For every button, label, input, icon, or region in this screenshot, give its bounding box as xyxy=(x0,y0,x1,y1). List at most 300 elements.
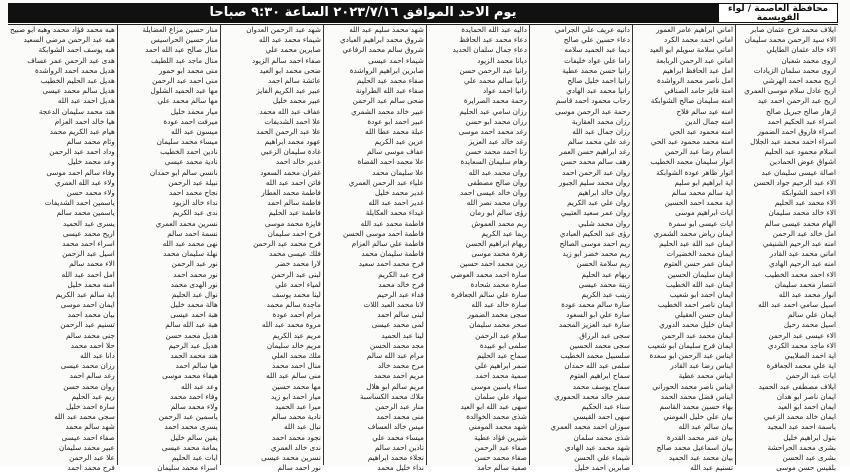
name-entry: شيماء محمد عبد الله xyxy=(259,35,321,45)
name-entry: صفاء محمد عبد الحليم xyxy=(356,75,424,85)
name-entry: سارة علي ابو السعود xyxy=(566,310,630,320)
name-entry: صابرين ابراهيم الرواشدة xyxy=(349,65,424,75)
name-entry: ضحى محمد ابو العيد xyxy=(259,65,321,75)
name-entry: اروى محمد سلمان الزيادات xyxy=(753,65,836,75)
name-entry: ايمان رياض محمد الشمري xyxy=(653,228,733,238)
name-entry: ايات ابراهيم موسى xyxy=(675,208,733,218)
name-entry: ايمان محمد الخضيرات xyxy=(666,249,733,259)
name-entry: ميسون عبد الله xyxy=(171,126,218,136)
name-entry: سهى احمد القيسي xyxy=(573,412,630,422)
name-entry: بتول ابراهيم خليل xyxy=(783,432,836,442)
name-entry: مريم عبد الكريم xyxy=(272,330,321,340)
name-entry: اية علي محمد الجعافرة xyxy=(766,361,836,371)
name-entry: نبيلة عبد الرحمن xyxy=(168,177,218,187)
name-entry: مرام احمد عودة xyxy=(272,310,321,320)
name-entry: لمى محمد عيسى xyxy=(371,320,424,330)
name-entry: اسراء احمد محمد xyxy=(62,238,115,248)
name-entry: اريح محمد عيسى xyxy=(62,228,115,238)
name-entry: مها سالم محمد علي xyxy=(157,96,218,106)
name-entry: ياسمين احمد الشديفات xyxy=(44,198,115,208)
name-entry: ملاك محمد الكساسبة xyxy=(360,391,424,401)
name-entry: فاطمة علي سالم العزام xyxy=(351,238,424,248)
name-entry: رزان محمد العقاربة xyxy=(571,116,630,126)
name-entry: ميس خالد العساف xyxy=(367,422,424,432)
name-entry: سماح يوسف محمد xyxy=(572,381,630,391)
name-entry: نداء خالد الزيود xyxy=(172,198,218,208)
name-entry: سارة علي سالم الجعافرة xyxy=(451,289,527,299)
name-entry: سارة محمد شحادة xyxy=(470,279,527,289)
name-entry: امنه جمال الدين xyxy=(685,116,733,126)
name-entry: سحر محمد سليمان xyxy=(469,320,527,330)
name-entry: ايناس عبد الرحمن ابو سعدة xyxy=(649,351,733,360)
name-entry: منار حسين الحراسيس xyxy=(150,35,218,45)
name-entry: هيا خالد احمد العزام xyxy=(54,116,115,126)
name-entry: عفاف عبد الله محمد xyxy=(259,106,321,116)
name-entry: سلمى ابو عبيدة xyxy=(479,340,527,350)
name-entry: شهد سالم محمد xyxy=(65,422,115,432)
name-entry: الاء سيد الرحمن محمد سليمان xyxy=(744,35,836,45)
name-entry: عبير احمد ابو عودة xyxy=(367,116,424,126)
name-entry: اشواق عوض الحمادين xyxy=(769,157,836,167)
name-entry: ايمان سليمان الحسين xyxy=(667,269,733,279)
name-entry: عبير خالد محمد الشمري xyxy=(351,106,424,116)
name-entry: سارة احمد خليل xyxy=(65,401,115,411)
name-entry: ضحى سالم عبد الرحمن xyxy=(352,96,424,106)
name-entry: نادين احمد الخطيب xyxy=(160,147,218,157)
name-entry: ايلاف محمد فرج عثمان صابر xyxy=(750,25,836,34)
name-entry: بيان محمد عبد الحميد xyxy=(668,452,733,462)
name-entry: هيا سالم احمد xyxy=(175,361,218,371)
name-entry: نهلة سليمان محمد xyxy=(163,249,218,259)
name-entry: الاء عبد الرحيم جواد الحسن xyxy=(753,177,836,187)
name-entry: اصالة عيسى سليمان عبد xyxy=(761,167,836,177)
name-entry: روان علي عبد الكريم xyxy=(567,198,630,208)
name-entry: انوار سليمان محمد الخطيب xyxy=(650,157,733,167)
name-entry: شهد محمد سليم عبد الله xyxy=(349,25,424,34)
name-entry: سناء عبد الحكيم xyxy=(581,401,630,411)
name-entry: صفاء احمد سالم الزيود xyxy=(252,55,321,65)
name-entry: رحمة محمد الصرايرة xyxy=(463,96,527,106)
name-entry: عفاف موسى سالم xyxy=(366,147,424,157)
name-entry: هبة عبد الله سالم xyxy=(165,320,218,330)
name-entry: اسراء محمد سليمان xyxy=(157,463,218,473)
name-entry: سهى عبد الله ابو العيد xyxy=(460,401,527,411)
region-label: محافظة العاصمة / لواء القويسمة xyxy=(718,3,838,23)
name-entry: صفاء عبد الله الطراونة xyxy=(355,86,424,96)
name-entry: اية سالم عبد الكريم xyxy=(55,289,115,299)
names-column xyxy=(8,25,117,473)
name-entry: هبة احمد عيسى xyxy=(170,310,218,320)
name-entry: ديانا محمد الزيود xyxy=(477,55,527,65)
name-entry: هديل احمد عبد الله xyxy=(57,96,115,106)
announcement-header xyxy=(8,3,838,23)
name-entry: راما علي عواد خليفات xyxy=(564,55,630,65)
name-entry: منال صالح عبد الله احمد xyxy=(145,45,218,55)
name-entry: هديل محمد احمد الرواشدة xyxy=(34,65,115,75)
name-entry: رانيا سالم محمد علي xyxy=(463,75,527,85)
name-entry: رغد خالد عبد العزيز xyxy=(468,137,527,147)
name-entry: هند محمد سليمان الدعجة xyxy=(38,106,115,116)
name-entry: لانا محمد العبد اللات xyxy=(363,300,424,310)
name-entry: رغد سالم احمد xyxy=(69,371,115,381)
name-entry: بهاء حسين محمد القاسم xyxy=(659,401,733,411)
names-column xyxy=(117,25,220,473)
name-entry: شذى محمد الخوالدة xyxy=(466,412,527,422)
name-entry: منى محمد ابو حمور xyxy=(159,65,218,75)
name-entry: عبير محمد سليمان xyxy=(59,442,115,452)
name-entry: شهد عبد الرحمن العدوان xyxy=(246,25,321,34)
name-entry: هند محمد الحمد xyxy=(170,351,218,360)
name-entry: ايمان احمد موسى xyxy=(60,300,115,310)
name-entry: شهد محمد المومني xyxy=(468,422,527,432)
name-entry: مجد محمد الحسن xyxy=(369,340,424,350)
name-entry: ريهام ابراهيم الحسن xyxy=(465,238,527,248)
name-entry: سناء ياسين موسى xyxy=(471,381,527,391)
name-entry: امل خالد عبد الرحمن xyxy=(772,228,836,238)
name-entry: ميساء محمد سليمان xyxy=(156,137,218,147)
name-entry: بيان سالم عبد الله xyxy=(678,422,733,432)
name-entry: انتصار محمد سليمان xyxy=(774,279,836,289)
name-entry: رانيا عبد الرحمن حسن xyxy=(459,65,527,75)
name-entry: فداء عبد الرحيم xyxy=(376,289,424,299)
name-entry: نوال عبد الحليم xyxy=(171,289,218,299)
name-entry: انوار ظاهر عودة الشوابكة xyxy=(656,167,733,177)
name-entry: غادة سليمان الزعبي xyxy=(260,147,321,157)
name-entry: فرح عبد الكريم xyxy=(378,269,424,279)
name-entry: جنى محمد سالم xyxy=(66,330,115,340)
name-entry: امل احمد عبد الله xyxy=(61,269,115,279)
name-entry: لمياء احمد علي xyxy=(275,279,321,289)
name-entry: عبلة محمد عطا الله xyxy=(365,126,424,136)
name-entry: اية محمد احمد الحسين xyxy=(664,198,733,208)
name-entry: ميساء محمد علي xyxy=(372,432,424,442)
name-entry: هديل عبد الرحيم xyxy=(168,340,218,350)
name-entry: صفاء عبد الرحمن xyxy=(474,442,527,452)
name-entry: فايزة محمد موسى xyxy=(264,218,321,228)
name-entry: بيان علي خليل المومني xyxy=(663,412,733,422)
name-entry: ايمان فرج سليمان ابو شعيب xyxy=(647,340,733,350)
name-entry: ايمان عبد الله عبد الحليم xyxy=(659,238,733,248)
name-entry: نجاح محمد احمد xyxy=(168,188,218,197)
name-entry: داليه عبد الله الحمايدة xyxy=(461,25,527,34)
name-entry: سجى عبد الرزاق xyxy=(579,330,630,340)
name-entry: وعد عبد الله xyxy=(181,381,218,391)
name-entry: اماني سلامة سويلم ابو العيد xyxy=(649,45,733,55)
name-entry: ايات عبد الحليم xyxy=(171,452,218,462)
name-entry: امنه محمد محمود عبد الحي xyxy=(650,137,733,147)
name-entry: يمامة محمد عيسى xyxy=(161,442,218,452)
name-entry: نبال عبد الله xyxy=(284,422,321,432)
name-entry: رانيا محمد عبد الهادي xyxy=(566,86,630,96)
name-entry: اسيل عبد الرحمن xyxy=(62,249,115,259)
name-entry: سلام عبد الرحمن xyxy=(475,330,527,340)
name-entry: روان محمد حسن xyxy=(63,381,115,391)
name-entry: صابرين محمد علي xyxy=(265,45,321,55)
name-entry: نور محمد احمد xyxy=(173,269,218,279)
name-entry: ايمان حسن العقيلي xyxy=(674,310,733,320)
name-entry: اسراء فاروق احمد الضمور xyxy=(757,126,836,136)
name-entry: رغد ابراهيم حسن العمر xyxy=(559,147,630,157)
name-entry: زين محمد احمد حسين xyxy=(459,259,527,269)
name-entry: هيفاء محمد موسى xyxy=(162,371,218,381)
name-entry: ايات عبد الرحمن xyxy=(786,371,836,381)
name-entry: وفاء سالم احمد موسى xyxy=(46,167,115,177)
name-entry: ولاء محمد حسن xyxy=(66,188,115,197)
name-entry: سلمى عبد الله حمدان xyxy=(564,361,630,371)
name-entry: نادية محمد عيسى xyxy=(164,157,218,167)
name-entry: غدير محمد خليل xyxy=(374,188,424,197)
name-entry: روان خالد عيسى احمد xyxy=(460,188,527,197)
name-entry: شروق محمد ابراهيم العبادي xyxy=(340,35,424,45)
names-column xyxy=(220,25,323,473)
name-entry: نادية محمد سالم xyxy=(271,412,321,422)
name-entry: صفية سالم حامد xyxy=(477,463,527,473)
name-entry: امل عبد الحافظ ابراهيم xyxy=(662,65,733,75)
name-entry: مرح محمد خالد xyxy=(377,361,424,371)
name-entry: ايلاف مصطفى عبد الحميد xyxy=(758,381,836,391)
name-entry: سمر ابراهيم علي xyxy=(474,361,527,371)
name-entry: ايمان احمد ابو العيد xyxy=(777,401,836,411)
name-entry: علا عبد الرحمن الحمد xyxy=(256,126,321,136)
name-entry: تسنيم عبد الرحمن xyxy=(60,320,115,330)
names-column xyxy=(323,25,426,473)
name-entry: اريح محمد احمد الهرشي xyxy=(762,75,836,85)
name-entry: ايمان عبد الله الخطيب xyxy=(665,279,733,289)
name-entry: انوار محمد عبد الله xyxy=(778,289,836,299)
name-entry: مها عبد الحميد الشلول xyxy=(150,86,218,96)
name-entry: ايات عيسى ابو سمرة xyxy=(668,218,733,228)
name-entry: منار عبد الرحمن xyxy=(375,401,424,411)
name-entry: هبه عبد الرحمن مرضي السعيد xyxy=(23,35,115,45)
name-entry: هبه يوسف احمد الشوابكة xyxy=(38,45,115,55)
name-entry: ايمان خليل محمد الدوري xyxy=(659,320,733,330)
name-entry: ازهار صالح جبريل صالح xyxy=(765,106,836,116)
name-entry: بلقيس حسن موسى xyxy=(776,463,836,473)
name-entry: هدى عبد الرحمن عمر عساف xyxy=(27,55,115,65)
name-entry: روان محمد نصر الله xyxy=(466,198,527,208)
name-entry: منار حسين مزاع العضايلة xyxy=(142,25,218,34)
names-column xyxy=(632,25,735,473)
name-entry: علا احمد الشديفات xyxy=(264,116,321,126)
name-entry: عهود محمد ابراهيم xyxy=(264,137,321,147)
name-entry: علا سليمان محمد xyxy=(372,167,424,177)
name-entry: نسرين محمد العمري xyxy=(155,218,218,228)
name-entry: حلا احمد محمد xyxy=(70,340,115,350)
name-entry: فاتن احمد عبد الله xyxy=(265,177,321,187)
name-entry: ريما عبد الكريم xyxy=(481,228,527,238)
name-entry: شيماء احمد عيسى xyxy=(368,55,424,65)
name-entry: هبه محمد فؤاد محمد وهبه ابو صبيح xyxy=(10,25,115,34)
name-entry: ايناس ناصر محمد الحوراني xyxy=(652,381,733,391)
name-entry: سهاد علي سلمان xyxy=(474,391,527,401)
name-entry: رهف سالم محمد حسن xyxy=(560,157,630,167)
name-entry: رحمة عبد الرحمن موسى xyxy=(555,106,630,116)
name-entry: باسمة احمد عبد المجيد xyxy=(767,422,836,432)
name-entry: شيرين فؤاد عطية xyxy=(474,432,527,442)
name-entry: مرام عبد الله سالم xyxy=(366,351,424,360)
name-entry: رؤى عبد الحكيم العبادي xyxy=(559,228,630,238)
name-entry: لبنى سالم احمد xyxy=(377,310,424,320)
name-entry: رانيا حسن محمد عطية xyxy=(562,65,630,75)
name-entry: امنه سليمان صالح الشوابكة xyxy=(650,96,733,106)
name-entry: وعد محمد خليل xyxy=(67,157,115,167)
name-entry: بشرى عبد الحسن xyxy=(782,452,836,462)
name-entry: سجى محمد عبد الله xyxy=(54,412,115,422)
name-entry: ايمان محمد عبد الرحمن xyxy=(661,330,733,340)
name-entry: زينة محمد عيسى xyxy=(578,279,630,289)
name-entry: الاء ماجد محمد الكردي xyxy=(768,340,836,350)
name-entry: وداد احمد عبد الرحمن xyxy=(49,147,115,157)
name-entry: سارة عبد العزيز المحمد xyxy=(558,320,630,330)
announcement-title: يوم الاحد الموافق ٢٠٢٣/٧/١٦ الساعة ٩:٣٠ صباحا xyxy=(8,3,718,23)
name-entry: بشرى محمد الحراحشة xyxy=(767,442,836,452)
name-entry: اسيل سامي احمد عبد الله xyxy=(758,300,836,310)
name-entry: هيام عبد الكريم محمد xyxy=(49,126,115,136)
name-entry: اية ابراهيم ابو سليم xyxy=(674,177,733,187)
name-entry: اماني محمد عبد القادر xyxy=(769,249,836,259)
name-entry: ايناس فضل محمد الحمد xyxy=(660,391,733,401)
name-entry: الهام محمد عيسى سالم xyxy=(764,218,836,228)
name-entry: اريح عادل سلام موسى العمري xyxy=(744,86,836,96)
name-entry: الاء خالد عثمان الطايلي xyxy=(766,45,836,55)
name-entry: غفران محمد السعود xyxy=(260,167,321,177)
name-entry: منال ماجد عبد اللطيف xyxy=(150,55,218,65)
name-entry: دعاء حسين علي صالح xyxy=(563,35,630,45)
name-entry: دانا عبد الله xyxy=(80,351,115,360)
name-entry: تسنيم عبد الله xyxy=(690,463,733,473)
name-entry: رنا احمد محمد حسن xyxy=(465,147,527,157)
name-entry: يقين سالم خليل xyxy=(170,432,218,442)
name-entry: غدير احمد عبد الله xyxy=(368,198,424,208)
name-entry: روان خالد ابراهيم xyxy=(577,188,630,197)
name-entry: صفاء محمد حسن xyxy=(474,452,527,462)
name-entry: روان محمد شلبي xyxy=(578,218,630,228)
name-entry: اماني ابراهيم عامر العمور xyxy=(656,25,733,34)
name-entry: بيان اسماعيل محمد صالح xyxy=(656,442,733,452)
name-entry: عائشة سالم احمد xyxy=(267,75,321,85)
name-entry: رحاب محمود احمد قاسم xyxy=(555,96,630,106)
name-entry: مريم خالد سليمان xyxy=(266,340,321,350)
name-entry: وفاء احمد محمد xyxy=(169,391,218,401)
name-entry: زينب عبد الكريم xyxy=(581,289,630,299)
name-entry: ايمان ناصر احمد الخطيب xyxy=(657,300,733,310)
name-entry: دانيه عريف علي الجرامي xyxy=(554,25,630,34)
names-column xyxy=(426,25,529,473)
name-entry: ميرفت احمد عودة xyxy=(163,116,218,126)
name-entry: هديل سالم محمد عيسى xyxy=(42,86,115,96)
name-entry: رانيا احمد خليل صالح xyxy=(567,75,630,85)
name-entry: فلك عيسى محمد xyxy=(269,249,321,259)
name-entry: عبير عبد الكريم الفايز xyxy=(256,86,321,96)
name-entry: امل ناصر محمد الرواشدة xyxy=(656,75,733,85)
name-entry: امنه عبد الرحيم الهادي xyxy=(768,259,836,269)
name-entry: ايمان احمد ابو شعيب xyxy=(669,289,733,299)
names-column xyxy=(735,25,838,473)
name-entry: نور عبد الرحمن xyxy=(171,259,218,269)
name-entry: رانيا احمد عواد xyxy=(482,86,527,96)
name-entry: مريم سالم ابو هلال xyxy=(366,381,424,391)
name-entry: ميار محمد خليل xyxy=(170,106,218,116)
name-entry: فاطمة محمد العطار xyxy=(261,188,321,197)
name-entry: عبير محمد خليل xyxy=(272,96,321,106)
name-entry: منى سالم عبد الله xyxy=(266,371,321,381)
name-entry: لينا محمد يوسف xyxy=(271,289,321,299)
name-entry: لبنى عبد الرحمن xyxy=(271,269,321,279)
name-entry: روان صالح مصطفى xyxy=(467,177,527,187)
name-entry: سلسبيل محمد الخطيب xyxy=(560,351,630,360)
name-entry: اية سالم محمد سالم xyxy=(671,188,733,197)
name-entry: سوزان احمد محمد العمري xyxy=(550,422,630,432)
name-entry: ندى عبد الكريم xyxy=(172,208,218,218)
name-entry: ريم محمد العموش xyxy=(471,218,527,228)
name-entry: دعاء محمد عبد الحافظ xyxy=(459,35,527,45)
name-entry: امنه محمود عبد الحي xyxy=(669,126,733,136)
name-entry: شيماء علي الحسن xyxy=(574,452,630,462)
name-entry: انسام رضا عبد الرحمن xyxy=(664,147,733,157)
name-entry: منال احمد محمد xyxy=(272,361,321,371)
name-entry: يسرى عبد الحميد xyxy=(63,218,115,228)
name-entry: ريم احمد موسى الصالح xyxy=(559,238,630,248)
name-entry: روان محمد عبد الله xyxy=(468,167,527,177)
name-entry: سجى محمد الضمور xyxy=(467,310,527,320)
name-entry: سارة سالم محمد عودة xyxy=(561,300,630,310)
name-entry: نانسي سالم ابو حمدان xyxy=(149,167,218,177)
name-entry: منى احمد عبد الرحمن xyxy=(152,75,218,85)
name-entry: ولاء عبد الله العمري xyxy=(54,177,115,187)
name-entry: علا محمد احمد القضاة xyxy=(357,157,424,167)
name-entry: ديما عبد الحميد سلامه xyxy=(564,45,630,55)
name-entry: اماني عبد الرحمن الربابعة xyxy=(655,55,733,65)
names-columns xyxy=(8,24,838,473)
name-entry: نهى محمد عبد الله xyxy=(162,238,218,248)
name-entry: امنه محمد خليل xyxy=(67,279,115,289)
name-entry: فاطمة محمد عبد الله xyxy=(360,218,424,228)
name-entry: روان عمر سعيد العتيبي xyxy=(560,208,630,218)
name-entry: ريهام عبد الحليم xyxy=(581,269,630,279)
name-entry: امنه عيد سالم فلاح xyxy=(676,106,733,116)
name-entry: لارا محمد خضر xyxy=(275,259,321,269)
name-entry: فرح محمد عبد الرحمن xyxy=(253,238,321,248)
name-entry: هديل محمد حسن xyxy=(165,330,218,340)
name-entry: امنه عبد الرحيم الشنيفي xyxy=(762,238,836,248)
name-entry: اسراء عبد الحكيم احمد xyxy=(767,116,836,126)
name-entry: غدير خالد احمد xyxy=(275,157,321,167)
name-entry: فاطمة سليمان محمد xyxy=(361,249,424,259)
name-entry: فرح خالد محمد xyxy=(378,279,424,289)
name-entry: الاء احمد الشوابكة xyxy=(781,188,836,197)
name-entry: ايمان عمر حسن العتوم xyxy=(663,259,733,269)
name-entry: هديل عبد الحليم الخطيب xyxy=(40,75,115,85)
name-entry: ايمان علي سالم xyxy=(787,310,836,320)
name-entry: اسيل محمد رحيل xyxy=(783,320,836,330)
name-entry: مريم احمد محمد xyxy=(373,371,424,381)
name-entry: ريم سلامة الحسن xyxy=(576,259,630,269)
name-entry: ايناس رضا عبد القادر xyxy=(670,361,733,371)
names-column xyxy=(529,25,632,473)
name-entry: بيان عمر محمد القدرة xyxy=(666,432,733,442)
name-entry: علياء عبد الرحمن العمري xyxy=(348,177,424,187)
name-entry: فرح محمد احمد xyxy=(67,463,115,473)
name-entry: فاطمة عبد الحليم xyxy=(268,208,321,218)
name-entry: رؤى سالم ابو رمان xyxy=(469,208,527,218)
name-entry: ميرا عبد الحميد xyxy=(275,401,321,411)
name-entry: سماح عبد الحليم xyxy=(476,351,527,360)
name-entry: رزان محمد عيسى xyxy=(60,361,115,371)
name-entry: ايناس محمد عطية xyxy=(678,371,733,381)
name-entry: الاء محمد عبد الحليم xyxy=(774,198,836,208)
name-entry: نسمة احمد سالم xyxy=(167,228,218,238)
name-entry: رغد محمد احمد موسى xyxy=(458,126,527,136)
